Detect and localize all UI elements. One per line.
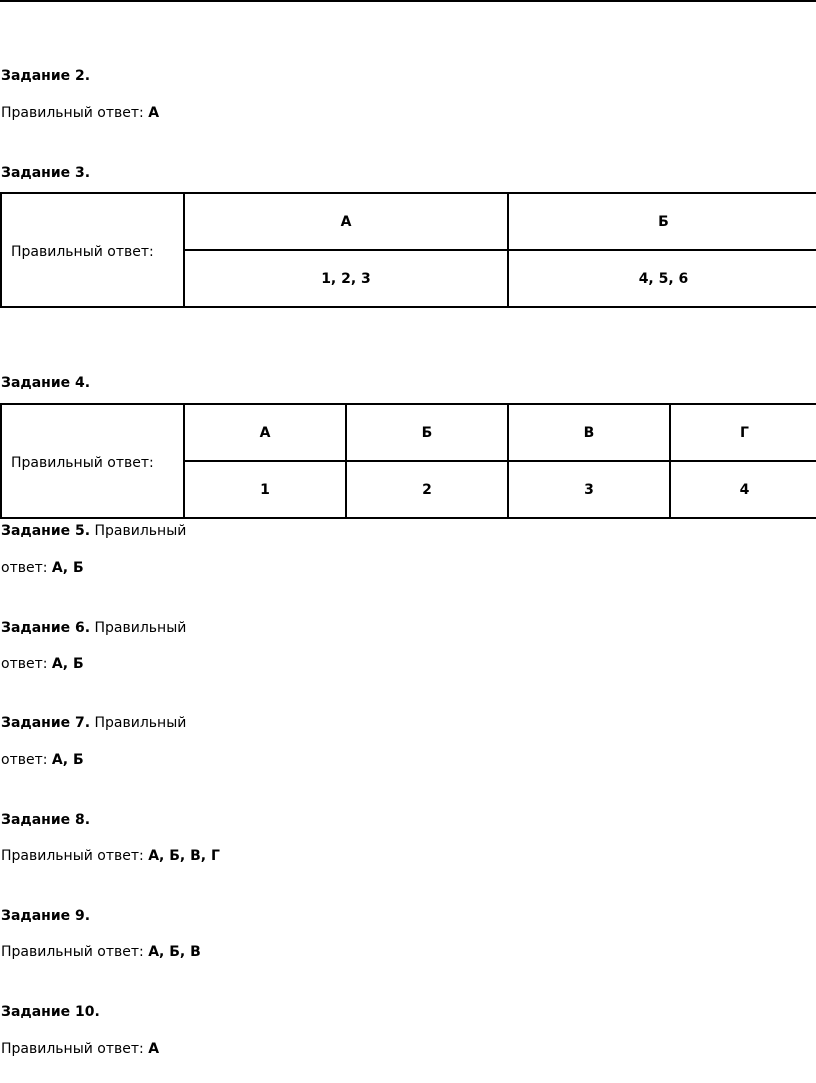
task-8-title: Задание 8. (1, 812, 91, 828)
task-4-value-g: 4 (670, 461, 816, 518)
task-4-table-label: Правильный ответ: (1, 404, 184, 518)
task-5-answer (1, 559, 84, 577)
task-9-answer (1, 943, 201, 961)
task-6-answer (1, 655, 84, 673)
task-3-answer-table (0, 192, 816, 308)
task-10-answer (1, 1040, 159, 1058)
task-10-answer-label: Правильный ответ: (1, 1041, 144, 1057)
task-7-answer-label-part2: ответ: (1, 752, 48, 768)
task-8-answer (1, 847, 220, 865)
task-7-answer (1, 751, 84, 769)
task-5-answer-value: А, Б (51, 560, 84, 576)
task-2-answer-label: Правильный ответ: (1, 105, 144, 121)
task-4-header-v: В (508, 404, 670, 461)
task-7-title: Задание 7. (1, 715, 91, 731)
task-5-heading (1, 522, 186, 540)
task-4-header-g: Г (670, 404, 816, 461)
task-6-heading (1, 619, 186, 637)
task-3-header-row (1, 193, 816, 250)
task-4-title: Задание 4. (1, 375, 91, 391)
top-rule (0, 0, 816, 2)
task-9-answer-value: А, Б, В (148, 944, 201, 960)
task-6-answer-value: А, Б (51, 656, 84, 672)
task-4-header-b: Б (346, 404, 508, 461)
task-3-table-label: Правильный ответ: (1, 193, 184, 307)
task-5-title: Задание 5. (1, 523, 91, 539)
task-4-value-v: 3 (508, 461, 670, 518)
task-10-answer-value: А (148, 1041, 160, 1057)
task-6-answer-label-part2: ответ: (1, 656, 48, 672)
task-9-title: Задание 9. (1, 908, 91, 924)
task-3-value-b: 4, 5, 6 (508, 250, 816, 307)
task-7-answer-value: А, Б (51, 752, 84, 768)
task-4-value-b: 2 (346, 461, 508, 518)
task-4-header-a: А (184, 404, 346, 461)
task-6-answer-label-part1: Правильный (94, 620, 187, 636)
task-7-answer-label-part1: Правильный (94, 715, 187, 731)
task-4-value-a: 1 (184, 461, 346, 518)
task-3-value-a: 1, 2, 3 (184, 250, 508, 307)
task-4-header-row (1, 404, 816, 461)
task-3-header-b: Б (508, 193, 816, 250)
task-7-heading (1, 714, 186, 732)
task-4-answer-table (0, 403, 816, 519)
task-2-answer-value: А (148, 105, 160, 121)
task-8-answer-label: Правильный ответ: (1, 848, 144, 864)
task-3-title: Задание 3. (1, 165, 91, 181)
task-5-answer-label-part1: Правильный (94, 523, 187, 539)
task-9-answer-label: Правильный ответ: (1, 944, 144, 960)
task-5-answer-label-part2: ответ: (1, 560, 48, 576)
task-6-title: Задание 6. (1, 620, 91, 636)
task-2-title: Задание 2. (1, 68, 91, 84)
task-8-answer-value: А, Б, В, Г (148, 848, 220, 864)
task-2-answer (1, 104, 159, 122)
task-10-title: Задание 10. (1, 1004, 100, 1020)
task-3-header-a: А (184, 193, 508, 250)
